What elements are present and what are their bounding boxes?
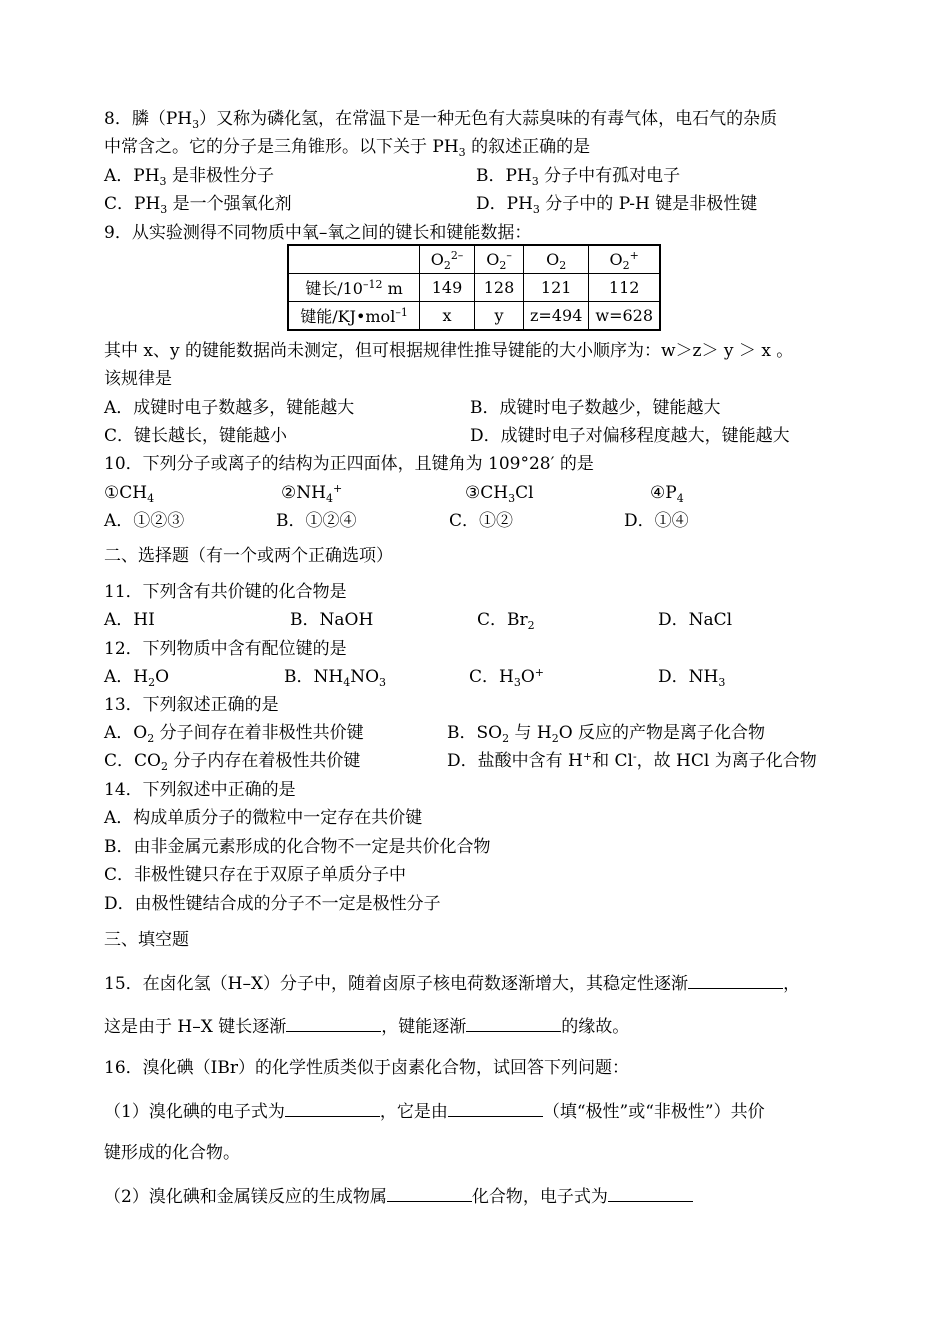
q8-text: ）又称为磷化氢，在常温下是一种无色有大蒜臭味的有毒气体，电石气的杂质 bbox=[199, 109, 778, 129]
q13-stem: 13．下列叙述正确的是 bbox=[104, 695, 279, 715]
table-corner-cell bbox=[288, 245, 420, 274]
q13-option-b: B．$SO_2$ 与 $H_2O$ 反应的产物是离子化合物 bbox=[447, 723, 766, 745]
q16-blank-2[interactable] bbox=[448, 1100, 543, 1117]
q14-option-d: D．由极性键结合成的分子不一定是极性分子 bbox=[104, 894, 441, 914]
q11-option-c: C．$Br_2$ bbox=[477, 610, 535, 632]
table-row-label: 键能/KJ•mol$^{-1}$ bbox=[288, 302, 420, 331]
q14-option-c: C．非极性键只存在于双原子单质分子中 bbox=[104, 865, 407, 885]
q8-options-row1 bbox=[104, 165, 274, 187]
table-cell: 121 bbox=[524, 274, 589, 302]
q16-part1-line2: 键形成的化合物。 bbox=[104, 1143, 240, 1163]
q10-option-b: B．①②④ bbox=[276, 511, 357, 531]
q13-option-a: A．$O_2$ 分子间存在着非极性共价键 bbox=[104, 723, 364, 745]
q9-option-d: D．成键时电子对偏移程度越大，键能越大 bbox=[470, 426, 790, 446]
table-header-cell: $O_2^-$ bbox=[475, 245, 524, 274]
table-cell: z=494 bbox=[524, 302, 589, 331]
q12-option-b: B．$NH_4NO_3$ bbox=[284, 667, 387, 689]
q16-part1: （1）溴化碘的电子式为 ，它是由 （填“极性”或“非极性”）共价 bbox=[104, 1102, 765, 1122]
q10-option-a: A．①②③ bbox=[104, 511, 185, 531]
q10-option-c: C．①② bbox=[449, 511, 514, 531]
q12-stem: 12．下列物质中含有配位键的是 bbox=[104, 639, 347, 659]
q8-sub: 3 bbox=[192, 118, 200, 131]
q9-option-a: A．成键时电子数越多，键能越大 bbox=[104, 398, 355, 418]
q15-blank-1[interactable] bbox=[688, 972, 783, 989]
table-cell: x bbox=[420, 302, 475, 331]
table-header-row bbox=[288, 245, 660, 274]
q14-stem: 14．下列叙述中正确的是 bbox=[104, 780, 296, 800]
q10-item-2: $②NH_4^+$ bbox=[281, 482, 343, 505]
q9-option-b: B．成键时电子数越少，键能越大 bbox=[470, 398, 721, 418]
q14-option-b: B．由非金属元素形成的化合物不一定是共价化合物 bbox=[104, 837, 491, 857]
q10-option-d: D．①④ bbox=[624, 511, 689, 531]
table-row-label: 键长$/10^{-12}$ m bbox=[288, 274, 420, 302]
q9-after-line1: 其中 x、y 的键能数据尚未测定，但可根据规律性推导键能的大小顺序为：w＞z＞ y ＞ x 。 bbox=[104, 341, 794, 361]
q8-stem-line2 bbox=[104, 136, 590, 158]
q13-option-c: C．$CO_2$ 分子内存在着极性共价键 bbox=[104, 751, 361, 773]
q16-blank-4[interactable] bbox=[608, 1185, 693, 1202]
q16-stem: 16．溴化碘（IBr）的化学性质类似于卤素化合物，试回答下列问题： bbox=[104, 1058, 629, 1078]
section-heading-3: 三、填空题 bbox=[104, 930, 189, 950]
q16-blank-3[interactable] bbox=[387, 1185, 472, 1202]
q8-text: 的叙述正确的是 bbox=[465, 137, 591, 157]
q15-blank-3[interactable] bbox=[466, 1015, 561, 1032]
table-header-cell: $O_2^{2-}$ bbox=[420, 245, 475, 274]
q16-part2: （2）溴化碘和金属镁反应的生成物属 化合物，电子式为 bbox=[104, 1185, 693, 1208]
q11-option-a: A．HI bbox=[104, 610, 155, 630]
q15-line2: 这是由于 H–X 键长逐渐 ，键能逐渐 的缘故。 bbox=[104, 1017, 630, 1037]
section-heading-2: 二、选择题（有一个或两个正确选项） bbox=[104, 546, 393, 566]
q9-option-c: C．键长越长，键能越小 bbox=[104, 426, 288, 446]
q10-item-3: $③CH_3Cl$ bbox=[465, 483, 534, 505]
q11-option-d: D．NaCl bbox=[658, 610, 733, 630]
table-cell: y bbox=[475, 302, 524, 331]
q10-stem: 10．下列分子或离子的结构为正四面体，且键角为 109°28′ 的是 bbox=[104, 454, 594, 474]
q16-blank-1[interactable] bbox=[285, 1100, 380, 1117]
q8-text: 8．膦（PH bbox=[104, 109, 193, 129]
q14-option-a: A．构成单质分子的微粒中一定存在共价键 bbox=[104, 808, 423, 828]
q15-line1: 15．在卤化氢（H–X）分子中，随着卤原子核电荷数逐渐增大，其稳定性逐渐 ， bbox=[104, 974, 801, 994]
table-cell: 128 bbox=[475, 274, 524, 302]
table-row bbox=[288, 302, 660, 331]
q10-item-4: $④P_4$ bbox=[650, 483, 684, 505]
q9-stem: 9．从实验测得不同物质中氧–氧之间的键长和键能数据： bbox=[104, 223, 532, 243]
table-cell: w=628 bbox=[589, 302, 660, 331]
q8-text: 中常含之。它的分子是三角锥形。以下关于 PH bbox=[104, 137, 459, 157]
q12-option-c: C．$H_3O^+$ bbox=[469, 666, 544, 689]
q8-option-c: C．$PH_3$ 是一个强氧化剂 bbox=[104, 194, 292, 216]
q8-option-d: D．$PH_3$ 分子中的 P-H 键是非极性键 bbox=[476, 194, 758, 216]
q11-option-b: B．NaOH bbox=[290, 610, 374, 630]
q9-after-line2: 该规律是 bbox=[104, 369, 172, 389]
q8-option-b: B．$PH_3$ 分子中有孤对电子 bbox=[476, 166, 681, 188]
q13-option-d: D．盐酸中含有 H+和 Cl-，故 HCl 为离子化合物 bbox=[447, 750, 817, 771]
table-cell: 149 bbox=[420, 274, 475, 302]
table-row bbox=[288, 274, 660, 302]
bond-data-table bbox=[287, 244, 661, 331]
q8-stem-line1 bbox=[104, 108, 777, 130]
table-header-cell: $O_2$ bbox=[524, 245, 589, 274]
q15-blank-2[interactable] bbox=[286, 1015, 381, 1032]
q12-option-a: A．$H_2O$ bbox=[104, 667, 170, 689]
q8-sub: 3 bbox=[458, 146, 466, 159]
q12-option-d: D．$NH_3$ bbox=[658, 667, 726, 689]
table-cell: 112 bbox=[589, 274, 660, 302]
q10-item-1: $①CH_4$ bbox=[104, 483, 155, 505]
q8-option-a: A．$PH_3$ 是非极性分子 bbox=[104, 166, 274, 188]
table-header-cell: $O_2^+$ bbox=[589, 245, 660, 274]
q11-stem: 11．下列含有共价键的化合物是 bbox=[104, 582, 347, 602]
